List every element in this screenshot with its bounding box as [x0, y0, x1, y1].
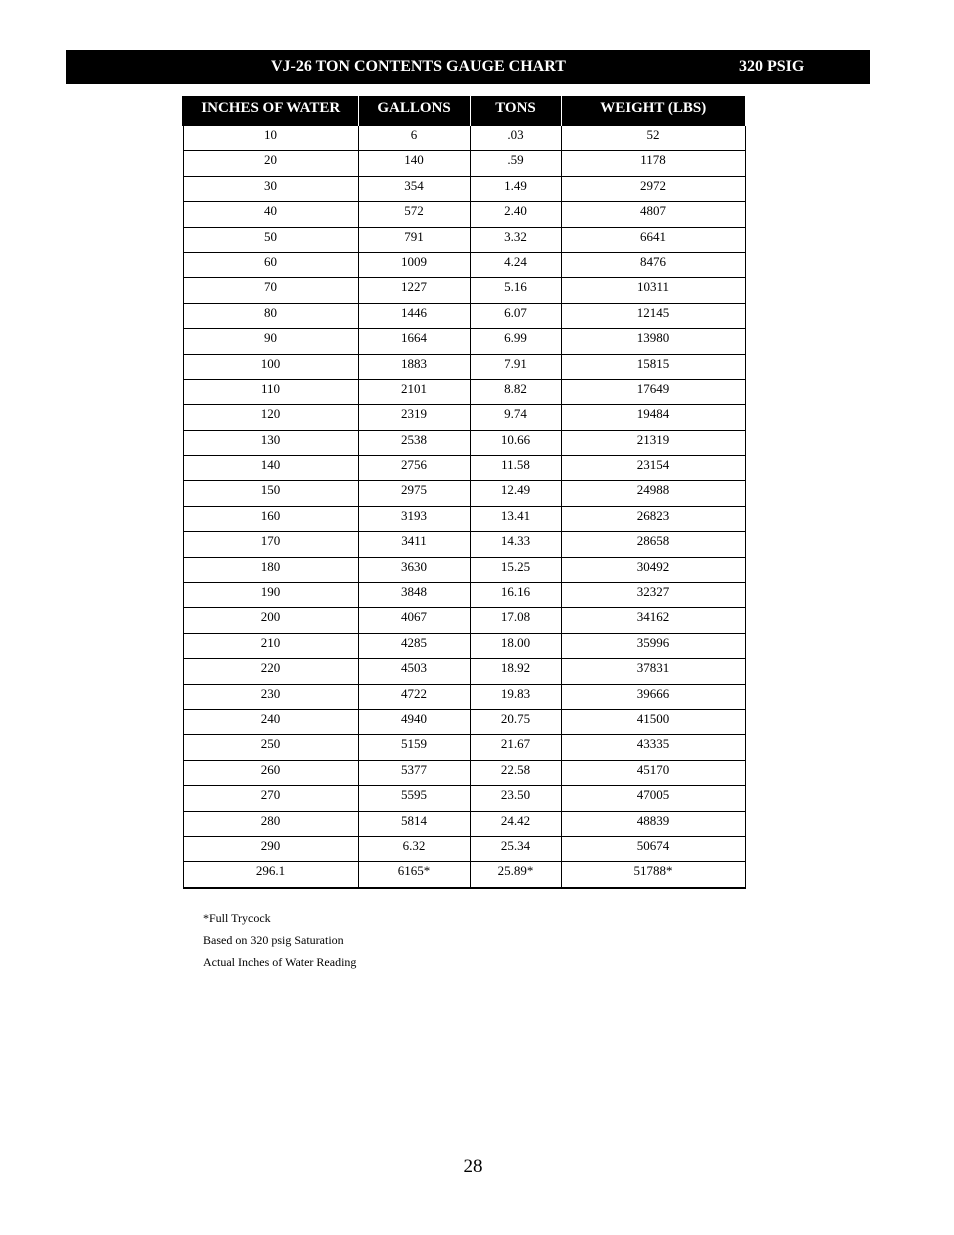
table-row: [183, 278, 745, 303]
cell-tons: 20.75: [470, 709, 561, 734]
footnote-saturation: Based on 320 psig Saturation: [203, 933, 344, 947]
table-row: [183, 659, 745, 684]
cell-tons: 8.82: [470, 379, 561, 404]
table-row: [183, 176, 745, 201]
table-row: [183, 608, 745, 633]
table-row: [183, 430, 745, 455]
gauge-table: [182, 96, 746, 889]
table-row: [183, 227, 745, 252]
cell-gallons: 4722: [358, 684, 470, 709]
cell-weight: 2972: [561, 176, 745, 201]
cell-weight: 32327: [561, 583, 745, 608]
table-row: [183, 405, 745, 430]
cell-weight: 39666: [561, 684, 745, 709]
table-row: [183, 557, 745, 582]
cell-gallons: 6.32: [358, 836, 470, 861]
cell-weight: 52: [561, 126, 745, 151]
table-row: [183, 532, 745, 557]
cell-inches: 160: [183, 506, 358, 531]
cell-tons: 16.16: [470, 583, 561, 608]
cell-tons: 12.49: [470, 481, 561, 506]
cell-inches: 200: [183, 608, 358, 633]
cell-tons: 1.49: [470, 176, 561, 201]
cell-tons: 14.33: [470, 532, 561, 557]
cell-tons: 17.08: [470, 608, 561, 633]
cell-tons: 11.58: [470, 456, 561, 481]
cell-tons: 4.24: [470, 252, 561, 277]
table-row: [183, 633, 745, 658]
table-row: [183, 811, 745, 836]
table-header: [183, 96, 745, 126]
table-row: [183, 862, 745, 888]
cell-gallons: 3630: [358, 557, 470, 582]
cell-gallons: 354: [358, 176, 470, 201]
cell-tons: 21.67: [470, 735, 561, 760]
cell-inches: 60: [183, 252, 358, 277]
cell-weight: 21319: [561, 430, 745, 455]
cell-inches: 150: [183, 481, 358, 506]
cell-weight: 23154: [561, 456, 745, 481]
cell-weight: 30492: [561, 557, 745, 582]
cell-inches: 20: [183, 151, 358, 176]
cell-gallons: 1227: [358, 278, 470, 303]
footnotes: [203, 907, 356, 973]
cell-weight: 1178: [561, 151, 745, 176]
cell-tons: 18.92: [470, 659, 561, 684]
table-row: [183, 202, 745, 227]
cell-inches: 140: [183, 456, 358, 481]
cell-gallons: 5377: [358, 760, 470, 785]
cell-tons: 9.74: [470, 405, 561, 430]
chart-title: VJ-26 TON CONTENTS GAUGE CHART: [271, 58, 566, 75]
cell-gallons: 2975: [358, 481, 470, 506]
column-header-tons: TONS: [470, 96, 561, 126]
table-row: [183, 379, 745, 404]
cell-weight: 26823: [561, 506, 745, 531]
cell-tons: 6.07: [470, 303, 561, 328]
cell-tons: .03: [470, 126, 561, 151]
cell-weight: 37831: [561, 659, 745, 684]
cell-gallons: 140: [358, 151, 470, 176]
cell-weight: 48839: [561, 811, 745, 836]
cell-weight: 41500: [561, 709, 745, 734]
cell-tons: .59: [470, 151, 561, 176]
cell-weight: 4807: [561, 202, 745, 227]
table-row: [183, 252, 745, 277]
cell-gallons: 3193: [358, 506, 470, 531]
table-body: [183, 126, 745, 888]
table-row: [183, 709, 745, 734]
table-row: [183, 303, 745, 328]
cell-tons: 7.91: [470, 354, 561, 379]
cell-tons: 24.42: [470, 811, 561, 836]
cell-weight: 35996: [561, 633, 745, 658]
cell-tons: 5.16: [470, 278, 561, 303]
cell-tons: 13.41: [470, 506, 561, 531]
pressure-label: 320 PSIG: [739, 58, 805, 75]
table-row: [183, 836, 745, 861]
table-row: [183, 151, 745, 176]
cell-weight: 19484: [561, 405, 745, 430]
cell-gallons: 1883: [358, 354, 470, 379]
cell-tons: 10.66: [470, 430, 561, 455]
cell-gallons: 6: [358, 126, 470, 151]
cell-inches: 30: [183, 176, 358, 201]
cell-weight: 50674: [561, 836, 745, 861]
cell-gallons: 3848: [358, 583, 470, 608]
page-number: 28: [463, 1156, 483, 1177]
cell-tons: 3.32: [470, 227, 561, 252]
cell-gallons: 6165*: [358, 862, 470, 888]
cell-inches: 260: [183, 760, 358, 785]
cell-inches: 190: [183, 583, 358, 608]
cell-inches: 240: [183, 709, 358, 734]
cell-gallons: 572: [358, 202, 470, 227]
cell-tons: 15.25: [470, 557, 561, 582]
table-row: [183, 481, 745, 506]
cell-gallons: 5814: [358, 811, 470, 836]
table-row: [183, 354, 745, 379]
cell-weight: 10311: [561, 278, 745, 303]
cell-gallons: 4285: [358, 633, 470, 658]
table-row: [183, 126, 745, 151]
cell-gallons: 2756: [358, 456, 470, 481]
table-row: [183, 583, 745, 608]
cell-weight: 28658: [561, 532, 745, 557]
table-row: [183, 329, 745, 354]
cell-inches: 120: [183, 405, 358, 430]
cell-inches: 220: [183, 659, 358, 684]
cell-inches: 170: [183, 532, 358, 557]
cell-weight: 8476: [561, 252, 745, 277]
cell-weight: 15815: [561, 354, 745, 379]
cell-gallons: 1009: [358, 252, 470, 277]
cell-gallons: 2101: [358, 379, 470, 404]
cell-inches: 290: [183, 836, 358, 861]
column-header-weight: WEIGHT (LBS): [561, 96, 745, 126]
cell-tons: 19.83: [470, 684, 561, 709]
cell-inches: 110: [183, 379, 358, 404]
cell-inches: 250: [183, 735, 358, 760]
cell-inches: 280: [183, 811, 358, 836]
cell-inches: 100: [183, 354, 358, 379]
table-row: [183, 684, 745, 709]
cell-inches: 90: [183, 329, 358, 354]
column-header-inches: INCHES OF WATER: [183, 96, 358, 126]
table-row: [183, 786, 745, 811]
cell-inches: 40: [183, 202, 358, 227]
cell-inches: 230: [183, 684, 358, 709]
cell-inches: 50: [183, 227, 358, 252]
cell-tons: 18.00: [470, 633, 561, 658]
cell-gallons: 1664: [358, 329, 470, 354]
cell-gallons: 1446: [358, 303, 470, 328]
cell-inches: 70: [183, 278, 358, 303]
footnote-full-trycock: *Full Trycock: [203, 911, 271, 925]
cell-tons: 23.50: [470, 786, 561, 811]
cell-weight: 24988: [561, 481, 745, 506]
cell-inches: 10: [183, 126, 358, 151]
cell-weight: 13980: [561, 329, 745, 354]
cell-gallons: 2319: [358, 405, 470, 430]
header-row: [183, 96, 745, 126]
cell-tons: 25.34: [470, 836, 561, 861]
cell-inches: 130: [183, 430, 358, 455]
cell-weight: 6641: [561, 227, 745, 252]
cell-gallons: 4940: [358, 709, 470, 734]
cell-weight: 43335: [561, 735, 745, 760]
table-row: [183, 456, 745, 481]
cell-gallons: 4067: [358, 608, 470, 633]
cell-inches: 80: [183, 303, 358, 328]
table-row: [183, 735, 745, 760]
cell-tons: 22.58: [470, 760, 561, 785]
column-header-gallons: GALLONS: [358, 96, 470, 126]
cell-gallons: 3411: [358, 532, 470, 557]
cell-gallons: 5159: [358, 735, 470, 760]
cell-gallons: 4503: [358, 659, 470, 684]
cell-weight: 34162: [561, 608, 745, 633]
cell-gallons: 5595: [358, 786, 470, 811]
cell-tons: 2.40: [470, 202, 561, 227]
footnote-actual-reading: Actual Inches of Water Reading: [203, 955, 357, 969]
cell-tons: 25.89*: [470, 862, 561, 888]
cell-weight: 12145: [561, 303, 745, 328]
cell-weight: 47005: [561, 786, 745, 811]
cell-gallons: 791: [358, 227, 470, 252]
cell-weight: 45170: [561, 760, 745, 785]
cell-gallons: 2538: [358, 430, 470, 455]
cell-weight: 17649: [561, 379, 745, 404]
cell-inches: 180: [183, 557, 358, 582]
cell-inches: 270: [183, 786, 358, 811]
table-row: [183, 760, 745, 785]
cell-weight: 51788*: [561, 862, 745, 888]
cell-inches: 210: [183, 633, 358, 658]
cell-inches: 296.1: [183, 862, 358, 888]
cell-tons: 6.99: [470, 329, 561, 354]
table-row: [183, 506, 745, 531]
chart-title-bar: [66, 50, 870, 84]
